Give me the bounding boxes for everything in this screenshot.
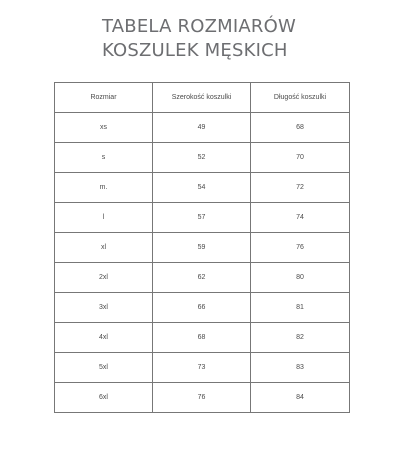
cell-length: 84 <box>251 383 350 413</box>
cell-length: 68 <box>251 113 350 143</box>
table-row <box>55 323 350 353</box>
cell-size: 4xl <box>55 323 153 353</box>
cell-width: 59 <box>153 233 251 263</box>
cell-width: 49 <box>153 113 251 143</box>
cell-size: 3xl <box>55 293 153 323</box>
table-row <box>55 113 350 143</box>
cell-length: 83 <box>251 353 350 383</box>
cell-size: l <box>55 203 153 233</box>
cell-width: 68 <box>153 323 251 353</box>
cell-size: xl <box>55 233 153 263</box>
cell-length: 74 <box>251 203 350 233</box>
cell-length: 76 <box>251 233 350 263</box>
cell-width: 62 <box>153 263 251 293</box>
table-row <box>55 353 350 383</box>
cell-size: s <box>55 143 153 173</box>
cell-length: 80 <box>251 263 350 293</box>
cell-size: 2xl <box>55 263 153 293</box>
page-title-line-2: KOSZULEK MĘSKICH <box>102 40 288 61</box>
table-row <box>55 263 350 293</box>
table-row <box>55 203 350 233</box>
cell-size: m. <box>55 173 153 203</box>
table-row <box>55 233 350 263</box>
cell-width: 54 <box>153 173 251 203</box>
table-row <box>55 383 350 413</box>
header-width: Szerokość koszulki <box>153 83 251 113</box>
cell-size: 5xl <box>55 353 153 383</box>
table-row <box>55 293 350 323</box>
cell-length: 81 <box>251 293 350 323</box>
cell-length: 72 <box>251 173 350 203</box>
cell-width: 52 <box>153 143 251 173</box>
cell-size: xs <box>55 113 153 143</box>
page-title-line-1: TABELA ROZMIARÓW <box>102 16 296 37</box>
table-row <box>55 173 350 203</box>
cell-size: 6xl <box>55 383 153 413</box>
header-size: Rozmiar <box>55 83 153 113</box>
table-row <box>55 143 350 173</box>
cell-width: 57 <box>153 203 251 233</box>
cell-width: 76 <box>153 383 251 413</box>
cell-width: 66 <box>153 293 251 323</box>
table-header-row <box>55 83 350 113</box>
cell-width: 73 <box>153 353 251 383</box>
cell-length: 70 <box>251 143 350 173</box>
cell-length: 82 <box>251 323 350 353</box>
header-length: Długość koszulki <box>251 83 350 113</box>
size-chart-table <box>54 82 350 413</box>
